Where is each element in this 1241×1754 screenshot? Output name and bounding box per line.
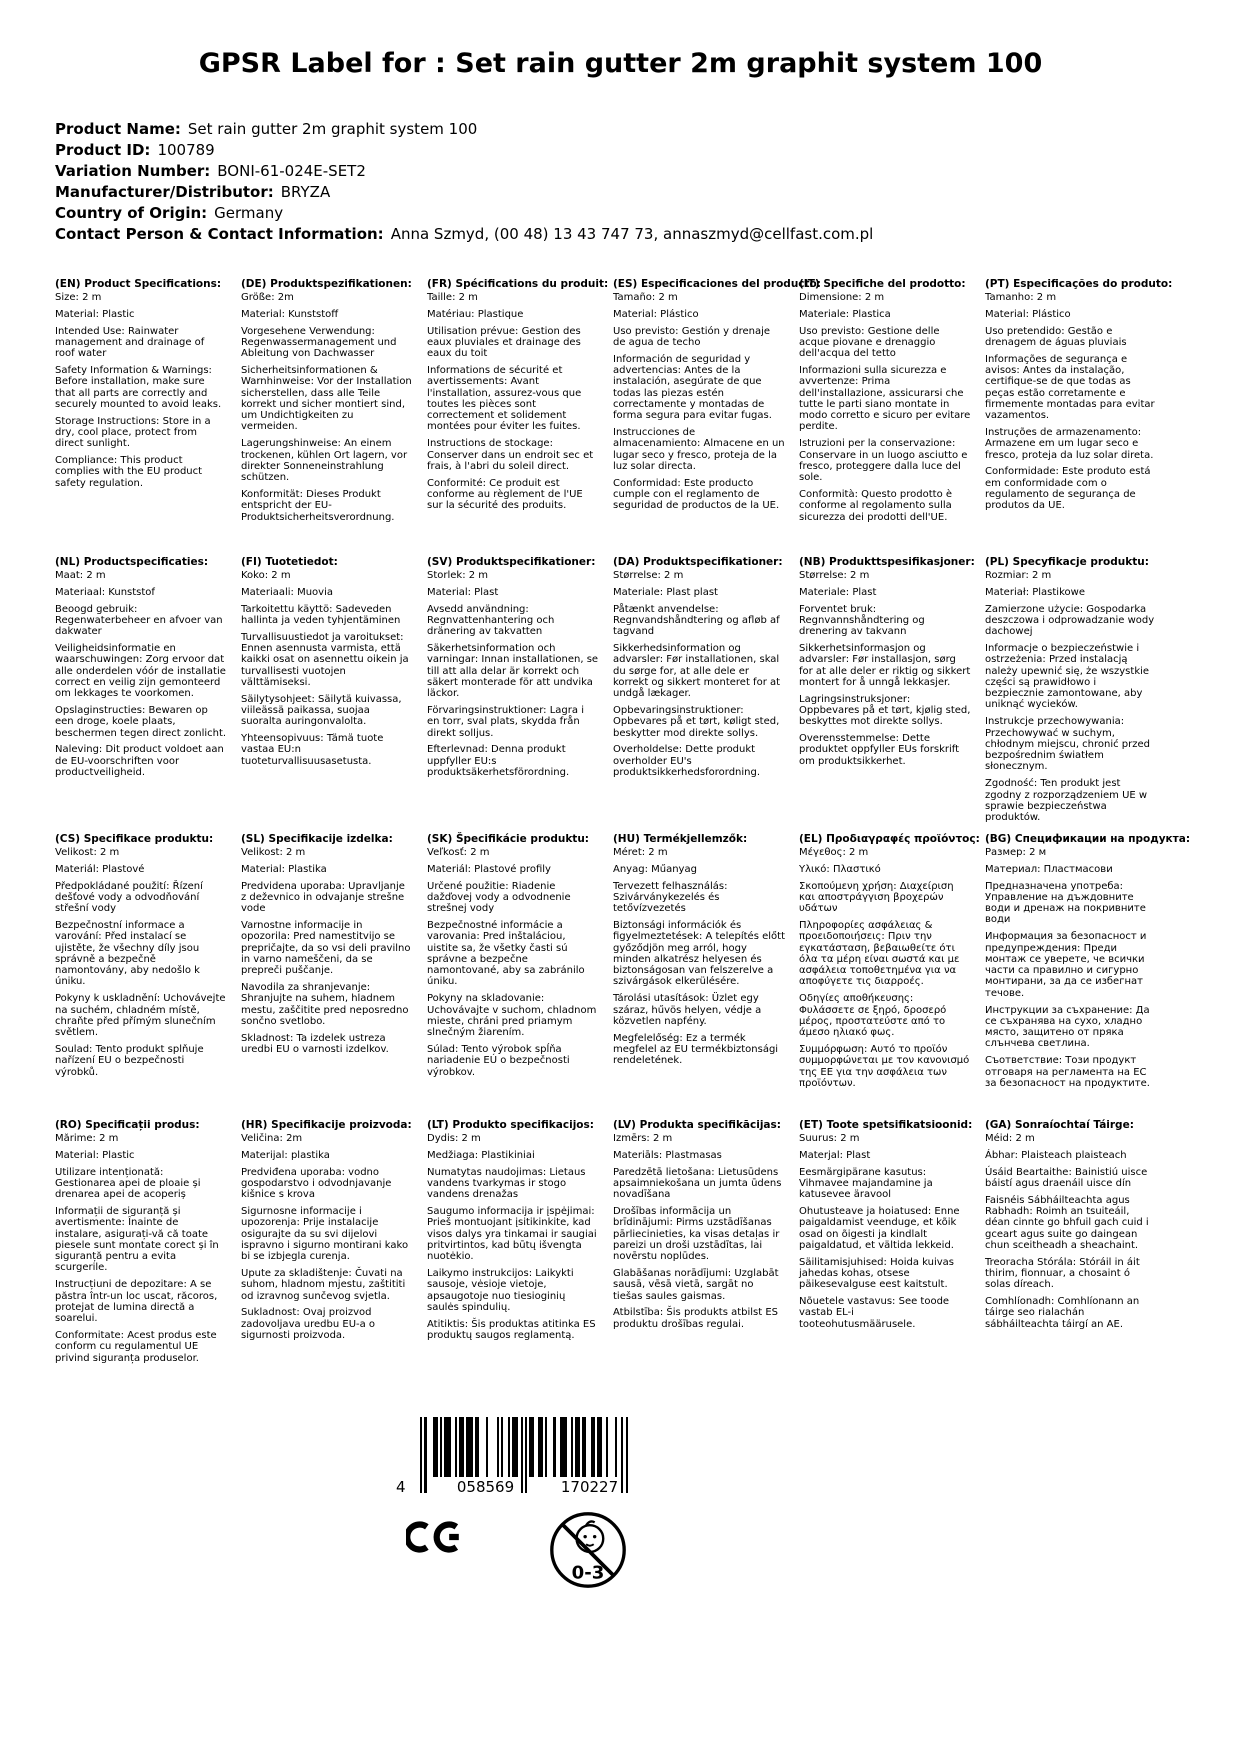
spec-paragraph: Sukladnost: Ovaj proizvod zadovoljava uredbu EU-a o sigurnosti proizvoda. [241, 1307, 376, 1341]
spec-paragraph: Предназначена употреба: Управление на дъждовните води и дренаж на покривните води [985, 880, 1146, 926]
spec-paragraph: Taille: 2 m [427, 292, 478, 303]
spec-paragraph: Instructions de stockage: Conserver dans un endroit sec et frais, à l'abri du soleil direct. [427, 438, 594, 472]
spec-paragraph: Instrucciones de almacenamiento: Almacene en un lugar seco y fresco, proteja de la luz solar directa. [613, 426, 785, 472]
product-field [55, 121, 873, 137]
spec-paragraph: Informații de siguranță și avertismente: Înainte de instalare, asigurați-vă că toate piesele sunt montate corect și în siguranță pentru a evita scurgerile. [55, 1205, 219, 1274]
language-block-heading: (ES) Especificaciones del producto: [613, 278, 821, 290]
spec-paragraph: Comhlíonadh: Comhlíonann an táirge seo rialachán sábháilteachta táirgí an AE. [985, 1296, 1140, 1330]
language-block-heading: (DA) Produktspecifikationer: [613, 556, 783, 568]
spec-paragraph: Size: 2 m [55, 292, 102, 303]
product-field [55, 163, 873, 179]
language-block-ro [55, 1119, 241, 1369]
spec-paragraph: Uso pretendido: Gestão e drenagem de águas pluviais [985, 325, 1127, 348]
spec-paragraph: Størrelse: 2 m [613, 570, 684, 581]
spec-paragraph: Material: Plastika [241, 863, 327, 875]
spec-paragraph: Informações de segurança e avisos: Antes da instalação, certifique-se de que todas as peças estão corretamente e firmemente montadas para evitar vazamentos. [985, 353, 1155, 422]
spec-paragraph: Instrucțiuni de depozitare: A se păstra într-un loc uscat, răcoros, protejat de lumina directă a soarelui. [55, 1279, 218, 1325]
spec-paragraph: Съответствие: Този продукт отговаря на регламента на ЕС за безопасност на продуктите. [985, 1055, 1150, 1089]
spec-paragraph: Conformidad: Este producto cumple con el reglamento de seguridad de productos de la UE. [613, 477, 780, 512]
spec-paragraph: Yhteensopivuus: Tämä tuote vastaa EU:n tuoteturvallisuusasetusta. [241, 733, 384, 767]
spec-paragraph: Dydis: 2 m [427, 1133, 481, 1144]
spec-paragraph: Σκοπούμενη χρήση: Διαχείριση και αποστράγγιση βροχερών υδάτων [799, 880, 954, 915]
spec-paragraph: Utilisation prévue: Gestion des eaux pluviales et drainage des eaux du toit [427, 325, 581, 360]
language-block-fr [427, 278, 613, 556]
language-block-heading: (FR) Spécifications du produit: [427, 278, 609, 290]
spec-paragraph: Zamierzone użycie: Gospodarka deszczowa i odprowadzanie wody dachowej [985, 603, 1155, 638]
language-block-et [799, 1119, 985, 1369]
spec-paragraph: Izmērs: 2 m [613, 1133, 673, 1144]
language-block-heading: (SV) Produktspecifikationer: [427, 556, 596, 568]
language-specifications-grid [55, 278, 1191, 1369]
spec-paragraph: Material: Plastic [55, 1149, 135, 1161]
age-warning-0-3-icon [548, 1506, 628, 1594]
spec-paragraph: Größe: 2m [241, 292, 294, 303]
spec-paragraph: Súlad: Tento výrobok spĺňa nariadenie EÚ o bezpečnosti výrobkov. [427, 1043, 570, 1078]
spec-paragraph: Säilytysohjeet: Säilytä kuivassa, viileässä paikassa, suojaa suoralta auringonvalolta. [241, 693, 402, 728]
spec-paragraph: Säkerhetsinformation och varningar: Innan installationen, se till att alla delar är korrekt och säkert monterade för att undvika läckor. [427, 642, 599, 700]
spec-paragraph: Opslaginstructies: Bewaren op een droge, koele plaats, beschermen tegen direct zonlicht. [55, 704, 227, 739]
spec-paragraph: Méid: 2 m [985, 1133, 1035, 1144]
spec-paragraph: Eesmärgipärane kasutus: Vihmavee majandamine ja katusevee äravool [799, 1166, 933, 1201]
spec-paragraph: Predvidena uporaba: Upravljanje z deževnico in odvajanje strešne vode [241, 880, 405, 915]
spec-paragraph: Förvaringsinstruktioner: Lagra i en torr, sval plats, skydda från direkt solljus. [427, 704, 584, 739]
barcode-first-digit: 4 [396, 1478, 406, 1496]
language-block-it [799, 278, 985, 556]
spec-paragraph: Konformität: Dieses Produkt entspricht der EU-Produktsicherheitsverordnung. [241, 488, 395, 523]
language-block-es [613, 278, 821, 556]
barcode-group-1: 058569 [456, 1478, 515, 1496]
language-block-heading: (PL) Specyfikacje produktu: [985, 556, 1149, 568]
spec-paragraph: Información de seguridad y advertencias: Antes de la instalación, asegúrate de que todas las piezas estén correctamente y montadas de forma segura para evitar fugas. [613, 353, 772, 422]
spec-paragraph: Soulad: Tento produkt splňuje nařízení EU o bezpečnosti výrobků. [55, 1043, 204, 1078]
language-block-heading: (LT) Produkto specifikacijos: [427, 1119, 594, 1131]
spec-paragraph: Lagerungshinweise: An einem trockenen, kühlen Ort lagern, vor direkter Sonneneinstrahlung schützen. [241, 438, 408, 484]
language-block-heading: (DE) Produktspezifikationen: [241, 278, 412, 290]
spec-paragraph: Размер: 2 м [985, 847, 1047, 858]
spec-paragraph: Overholdelse: Dette produkt overholder EU's produktsikkerhedsforordning. [613, 744, 761, 778]
barcode-group-2: 170227 [560, 1478, 619, 1496]
language-block-heading: (EN) Product Specifications: [55, 278, 222, 290]
spec-paragraph: Materiāls: Plastmasas [613, 1149, 722, 1161]
spec-paragraph: Veiligheidsinformatie en waarschuwingen: Zorg ervoor dat alle onderdelen vóór de installatie correct en veilig zijn gemonteerd om lekkages te voorkomen. [55, 642, 226, 700]
language-block-lt [427, 1119, 613, 1369]
spec-paragraph: Anyag: Műanyag [613, 863, 697, 875]
spec-paragraph: Materiál: Plastové [55, 863, 145, 875]
spec-paragraph: Treoracha Stórála: Stóráil in áit thirim, fionnuar, a chosaint ó solas díreach. [985, 1256, 1140, 1291]
spec-paragraph: Ohutusteave ja hoiatused: Enne paigaldamist veenduge, et kõik osad on õigesti ja kindlalt paigaldatud, et vältida lekkeid. [799, 1205, 960, 1251]
product-info [55, 121, 873, 247]
spec-paragraph: Glabāšanas norādījumi: Uzglabāt sausā, vēsā vietā, sargāt no tiešas saules gaismas. [613, 1267, 779, 1302]
language-block-heading: (NL) Productspecificaties: [55, 556, 209, 568]
spec-paragraph: Material: Plast [427, 586, 499, 598]
spec-paragraph: Faisnéis Sábháilteachta agus Rabhadh: Roimh an tsuiteáil, déan cinnte go bhfuil gach cuid i gceart agus suite go daingean chun sceitheadh a sheachaint. [985, 1194, 1149, 1251]
page-title: GPSR Label for : Set rain gutter 2m graphit system 100 [198, 48, 1043, 79]
product-field-value: Set rain gutter 2m graphit system 100 [187, 120, 478, 138]
spec-paragraph: Beoogd gebruik: Regenwaterbeheer en afvoer van dakwater [55, 603, 223, 638]
product-field [55, 142, 873, 158]
spec-paragraph: Πληροφορίες ασφάλειας & προειδοποιήσεις: Πριν την εγκατάσταση, βεβαιωθείτε ότι όλα τα μέρη είναι σωστά και με ασφάλεια τοποθετημένα για να αποφύγετε τις διαρροές. [799, 919, 960, 988]
spec-paragraph: Biztonsági információk és figyelmeztetések: A telepítés előtt győződjön meg arról, hogy minden alkatrész helyesen és biztonságosan van felszerelve a szivárgások elkerülésére. [613, 919, 785, 988]
language-block-sk [427, 833, 613, 1119]
product-field-label: Product ID: [55, 141, 151, 159]
spec-paragraph: Sikkerhedsinformation og advarsler: Før installationen, skal du sørge for, at alle dele er korrekt og sikkert monteret for at undgå lækager. [613, 642, 781, 700]
spec-paragraph: Rozmiar: 2 m [985, 570, 1052, 581]
language-block-hu [613, 833, 799, 1119]
language-block-heading: (SL) Specifikacije izdelka: [241, 833, 393, 845]
language-block-heading: (NB) Produkttspesifikasjoner: [799, 556, 975, 568]
language-block-heading: (CS) Specifikace produktu: [55, 833, 214, 845]
spec-paragraph: Veľkosť: 2 m [427, 847, 490, 858]
spec-paragraph: Material: Plastic [55, 308, 135, 320]
language-block-hr [241, 1119, 427, 1369]
spec-paragraph: Predviđena uporaba: vodno gospodarstvo i odvodnjavanje kišnice s krova [241, 1166, 392, 1201]
product-field-value: BRYZA [280, 183, 331, 201]
product-field-value: Germany [214, 204, 284, 222]
spec-paragraph: Varnostne informacije in opozorila: Pred namestitvijo se prepričajte, da so vsi deli pravilno in varno nameščeni, da se prepreči puščanje. [241, 919, 411, 977]
barcode [390, 1417, 640, 1496]
product-field-value: BONI-61-024E-SET2 [217, 162, 366, 180]
spec-paragraph: Materiale: Plast plast [613, 586, 718, 598]
spec-paragraph: Materjal: Plast [799, 1149, 871, 1161]
spec-paragraph: Velikost: 2 m [55, 847, 120, 858]
spec-paragraph: Informacje o bezpieczeństwie i ostrzeżenia: Przed instalacją należy upewnić się, że wszystkie części są prawidłowo i bezpiecznie zamontowane, aby uniknąć wycieków. [985, 642, 1150, 711]
ce-mark-icon [406, 1520, 464, 1554]
spec-paragraph: Συμμόρφωση: Αυτό το προϊόν συμμορφώνεται με τον κανονισμό της ΕΕ για την ασφάλεια των προϊόντων. [799, 1043, 970, 1089]
spec-paragraph: Materiale: Plastica [799, 308, 891, 320]
product-field-label: Manufacturer/Distributor: [55, 183, 274, 201]
spec-paragraph: Sigurnosne informacije i upozorenja: Prije instalacije osigurajte da su svi dijelovi ispravno i sigurno montirani kako bi se izbjegla curenja. [241, 1205, 409, 1263]
spec-paragraph: Skladnost: Ta izdelek ustreza uredbi EU o varnosti izdelkov. [241, 1032, 389, 1055]
spec-paragraph: Numatytas naudojimas: Lietaus vandens tvarkymas ir stogo vandens drenažas [427, 1166, 586, 1201]
age-warning-label: 0-3 [571, 1562, 605, 1584]
language-block-sl [241, 833, 427, 1119]
spec-paragraph: Materiale: Plast [799, 586, 877, 598]
spec-paragraph: Efterlevnad: Denna produkt uppfyller EU:s produktsäkerhetsförordning. [427, 744, 570, 778]
spec-paragraph: Compliance: This product complies with the EU product safety regulation. [55, 455, 203, 489]
language-block-lv [613, 1119, 799, 1369]
spec-paragraph: Matériau: Plastique [427, 308, 524, 320]
spec-paragraph: Uso previsto: Gestión y drenaje de agua de techo [613, 325, 771, 348]
spec-paragraph: Nõuetele vastavus: See toode vastab EL-i tooteohutusmäärusele. [799, 1296, 950, 1330]
spec-paragraph: Conformité: Ce produit est conforme au règlement de l'UE sur la sécurité des produits. [427, 477, 583, 512]
spec-paragraph: Информация за безопасност и предупреждения: Преди монтаж се уверете, че всички части са правилно и сигурно монтирани, за да се избегнат течове. [985, 931, 1147, 999]
spec-paragraph: Istruzioni per la conservazione: Conservare in un luogo asciutto e fresco, proteggere dalla luce del sole. [799, 438, 968, 484]
language-block-el [799, 833, 985, 1119]
language-block-bg [985, 833, 1191, 1119]
spec-paragraph: Atbilstība: Šis produkts atbilst ES produktu drošības regulai. [613, 1307, 779, 1330]
spec-paragraph: Laikymo instrukcijos: Laikykti sausoje, vėsioje vietoje, apsaugotoje nuo tiesioginių saulės spindulių. [427, 1267, 574, 1313]
language-block-heading: (HU) Termékjellemzők: [613, 833, 748, 845]
language-block-ga [985, 1119, 1171, 1369]
spec-paragraph: Påtænkt anvendelse: Regnvandshåndtering og afløb af tagvand [613, 603, 780, 638]
spec-paragraph: Safety Information & Warnings: Before installation, make sure that all parts are correctly and securely mounted to avoid leaks. [55, 364, 222, 410]
spec-paragraph: Velikost: 2 m [241, 847, 306, 858]
spec-paragraph: Materiál: Plastové profily [427, 863, 551, 875]
spec-paragraph: Turvallisuustiedot ja varoitukset: Ennen asennusta varmista, että kaikki osat on asennettu oikein ja turvallisesti vuotojen välttämiseksi. [241, 631, 409, 688]
spec-paragraph: Material: Kunststoff [241, 308, 339, 320]
spec-paragraph: Material: Plástico [613, 308, 699, 320]
spec-paragraph: Οδηγίες αποθήκευσης: Φυλάσσετε σε ξηρό, δροσερό μέρος, προστατεύστε από το άμεσο ηλιακό φως. [799, 993, 947, 1039]
spec-paragraph: Ábhar: Plaisteach plaisteach [985, 1149, 1127, 1161]
product-field-label: Variation Number: [55, 162, 211, 180]
spec-paragraph: Utilizare intenționată: Gestionarea apei de ploaie și drenarea apei de acoperiș [55, 1166, 201, 1201]
spec-paragraph: Mărime: 2 m [55, 1133, 119, 1144]
language-block-heading: (HR) Specifikacije proizvoda: [241, 1119, 412, 1131]
spec-paragraph: Uso previsto: Gestione delle acque piovane e drenaggio dell'acqua del tetto [799, 325, 940, 360]
spec-paragraph: Naleving: Dit product voldoet aan de EU-voorschriften voor productveiligheid. [55, 744, 224, 778]
spec-paragraph: Upute za skladištenje: Čuvati na suhom, hladnom mjestu, zaštititi od izravnog sunčevog svjetla. [241, 1267, 406, 1302]
spec-paragraph: Materiaal: Kunststof [55, 586, 155, 598]
spec-paragraph: Conformitate: Acest produs este conform cu regulamentul UE privind siguranța produselor. [55, 1329, 217, 1364]
spec-paragraph: Tárolási utasítások: Üzlet egy száraz, hűvös helyen, védje a közvetlen napfény. [613, 993, 762, 1027]
language-block-en [55, 278, 241, 556]
language-block-de [241, 278, 427, 556]
language-block-cs [55, 833, 241, 1119]
language-block-pt [985, 278, 1171, 556]
spec-paragraph: Atitiktis: Šis produktas atitinka ES produktų saugos reglamentą. [427, 1318, 596, 1341]
language-block-da [613, 556, 799, 833]
spec-paragraph: Sikkerhetsinformasjon og advarsler: Før installasjon, sørg for at alle deler er riktig og sikkert montert for å unngå lekkasjer. [799, 642, 971, 688]
language-block-heading: (IT) Specifiche del prodotto: [799, 278, 966, 290]
spec-paragraph: Storage Instructions: Store in a dry, cool place, protect from direct sunlight. [55, 415, 211, 450]
spec-paragraph: Avsedd användning: Regnvattenhantering och dränering av takvatten [427, 603, 555, 638]
product-field-value: 100789 [157, 141, 215, 159]
spec-paragraph: Drošības informācija un brīdinājumi: Pirms uzstādīšanas pārliecinieties, ka visas detaļas ir pareizi un droši uzstādītas, lai novērstu noplūdes. [613, 1205, 780, 1263]
spec-paragraph: Materiaali: Muovia [241, 586, 333, 598]
language-block-heading: (GA) Sonraíochtaí Táirge: [985, 1119, 1134, 1131]
spec-paragraph: Megfelelőség: Ez a termék megfelel az EU termékbiztonsági rendeletének. [613, 1032, 779, 1067]
spec-paragraph: Materijal: plastika [241, 1149, 330, 1161]
spec-paragraph: Předpokládané použití: Řízení dešťové vody a odvodňování střešní vody [55, 880, 203, 915]
spec-paragraph: Saugumo informacija ir įspėjimai: Prieš montuojant įsitikinkite, kad visos dalys yra tinkamai ir saugiai pritvirtintos, kad būtų išvengta nuotėkio. [427, 1205, 597, 1263]
spec-paragraph: Säilitamisjuhised: Hoida kuivas jahedas kohas, otsese päikesevalguse eest kaitstult. [799, 1256, 955, 1291]
spec-paragraph: Úsáid Beartaithe: Bainistiú uisce báistí agus draenáil uisce dín [985, 1166, 1148, 1189]
spec-paragraph: Medžiaga: Plastikiniai [427, 1149, 535, 1161]
spec-paragraph: Υλικό: Πλαστικό [799, 863, 881, 875]
product-field-label: Country of Origin: [55, 204, 208, 222]
spec-paragraph: Koko: 2 m [241, 570, 291, 581]
spec-paragraph: Instruções de armazenamento: Armazene em um lugar seco e fresco, proteja da luz solar direta. [985, 426, 1154, 461]
spec-paragraph: Zgodność: Ten produkt jest zgodny z rozporządzeniem UE w sprawie bezpieczeństwa produktów. [985, 778, 1148, 824]
language-block-heading: (LV) Produkta specifikācijas: [613, 1119, 781, 1131]
spec-paragraph: Informations de sécurité et avertissements: Avant l'installation, assurez-vous que toutes les pièces sont correctement et solidement montées pour éviter les fuites. [427, 364, 582, 433]
language-block-heading: (RO) Specificații produs: [55, 1119, 200, 1131]
spec-paragraph: Dimensione: 2 m [799, 292, 885, 303]
spec-paragraph: Pokyny k uskladnění: Uchovávejte na suchém, chladném místě, chraňte před přímým slunečním světlem. [55, 993, 226, 1039]
product-field [55, 205, 873, 221]
language-block-pl [985, 556, 1171, 833]
spec-paragraph: Overensstemmelse: Dette produktet oppfyller EUs forskrift om produktsikkerhet. [799, 733, 960, 767]
spec-paragraph: Pokyny na skladovanie: Uchovávajte v suchom, chladnom mieste, chráni pred priamym slnečným žiarením. [427, 993, 597, 1039]
spec-paragraph: Forventet bruk: Regnvannshåndtering og drenering av takvann [799, 603, 925, 638]
language-block-nb [799, 556, 985, 833]
language-block-nl [55, 556, 241, 833]
spec-paragraph: Navodila za shranjevanje: Shranjujte na suhem, hladnem mestu, zaščitite pred neposredno sončno svetlobo. [241, 981, 409, 1027]
spec-paragraph: Vorgesehene Verwendung: Regenwassermanagement und Ableitung von Dachwasser [241, 325, 397, 360]
spec-paragraph: Инструкции за съхранение: Да се съхранява на сухо, хладно място, защитено от пряка слънчева светлина. [985, 1004, 1150, 1050]
spec-paragraph: Určené použitie: Riadenie dažďovej vody a odvodnenie strešnej vody [427, 880, 571, 915]
spec-paragraph: Material: Plástico [985, 308, 1071, 320]
spec-paragraph: Opbevaringsinstruktioner: Opbevares på et tørt, køligt sted, beskytter mod direkte sollys. [613, 704, 780, 739]
product-field [55, 226, 873, 242]
spec-paragraph: Informazioni sulla sicurezza e avvertenze: Prima dell'installazione, assicurarsi che tutte le parti siano montate in modo corretto e sicuro per evitare perdite. [799, 364, 971, 433]
language-block-heading: (ET) Toote spetsifikatsioonid: [799, 1119, 973, 1131]
spec-paragraph: Veličina: 2m [241, 1133, 303, 1144]
spec-paragraph: Materiał: Plastikowe [985, 586, 1085, 598]
spec-paragraph: Conformità: Questo prodotto è conforme al regolamento sulla sicurezza dei prodotti dell'UE. [799, 488, 953, 523]
spec-paragraph: Storlek: 2 m [427, 570, 489, 581]
spec-paragraph: Paredzētā lietošana: Lietusūdens apsaimniekošana un jumta ūdens novadīšana [613, 1166, 782, 1201]
barcode-digits [390, 1478, 640, 1496]
product-field-label: Contact Person & Contact Information: [55, 225, 384, 243]
spec-paragraph: Μέγεθος: 2 m [799, 847, 869, 858]
spec-paragraph: Instrukcje przechowywania: Przechowywać w suchym, chłodnym miejscu, chronić przed bezpośrednim światłem słonecznym. [985, 716, 1151, 773]
spec-paragraph: Tamaño: 2 m [613, 292, 678, 303]
product-field-label: Product Name: [55, 120, 181, 138]
product-field-value: Anna Szmyd, (00 48) 13 43 747 73, annaszmyd@cellfast.com.pl [390, 225, 874, 243]
spec-paragraph: Méret: 2 m [613, 847, 668, 858]
spec-paragraph: Tamanho: 2 m [985, 292, 1057, 303]
spec-paragraph: Материал: Пластмасови [985, 863, 1113, 875]
language-block-heading: (PT) Especificações do produto: [985, 278, 1173, 290]
language-block-heading: (FI) Tuotetiedot: [241, 556, 338, 568]
spec-paragraph: Intended Use: Rainwater management and drainage of roof water [55, 325, 205, 360]
spec-paragraph: Sicherheitsinformationen & Warnhinweise: Vor der Installation sicherstellen, dass alle Teile korrekt und sicher montiert sind, um Undichtigkeiten zu vermeiden. [241, 364, 412, 433]
spec-paragraph: Bezpečnostní informace a varování: Před instalací se ujistěte, že všechny díly jsou správně a bezpečně namontovány, aby nedošlo k úniku. [55, 919, 200, 988]
language-block-heading: (EL) Προδιαγραφές προϊόντος: [799, 833, 980, 845]
language-block-fi [241, 556, 427, 833]
language-block-sv [427, 556, 613, 833]
spec-paragraph: Størrelse: 2 m [799, 570, 870, 581]
spec-paragraph: Bezpečnostné informácie a varovania: Pred inštaláciou, uistite sa, že všetky časti sú správne a bezpečne namontované, aby sa zabránilo úniku. [427, 919, 585, 988]
language-block-heading: (BG) Спецификации на продукта: [985, 833, 1191, 845]
spec-paragraph: Tarkoitettu käyttö: Sadeveden hallinta ja veden tyhjentäminen [241, 603, 401, 626]
spec-paragraph: Lagringsinstruksjoner: Oppbevares på et tørt, kjølig sted, beskyttes mot direkte sollys. [799, 693, 971, 728]
spec-paragraph: Tervezett felhasználás: Szivárványkezelés és tetővízvezetés [613, 880, 728, 915]
spec-paragraph: Maat: 2 m [55, 570, 106, 581]
product-field [55, 184, 873, 200]
language-block-heading: (SK) Špecifikácie produktu: [427, 833, 590, 845]
spec-paragraph: Suurus: 2 m [799, 1133, 860, 1144]
spec-paragraph: Conformidade: Este produto está em conformidade com o regulamento de segurança de produtos da UE. [985, 466, 1151, 512]
